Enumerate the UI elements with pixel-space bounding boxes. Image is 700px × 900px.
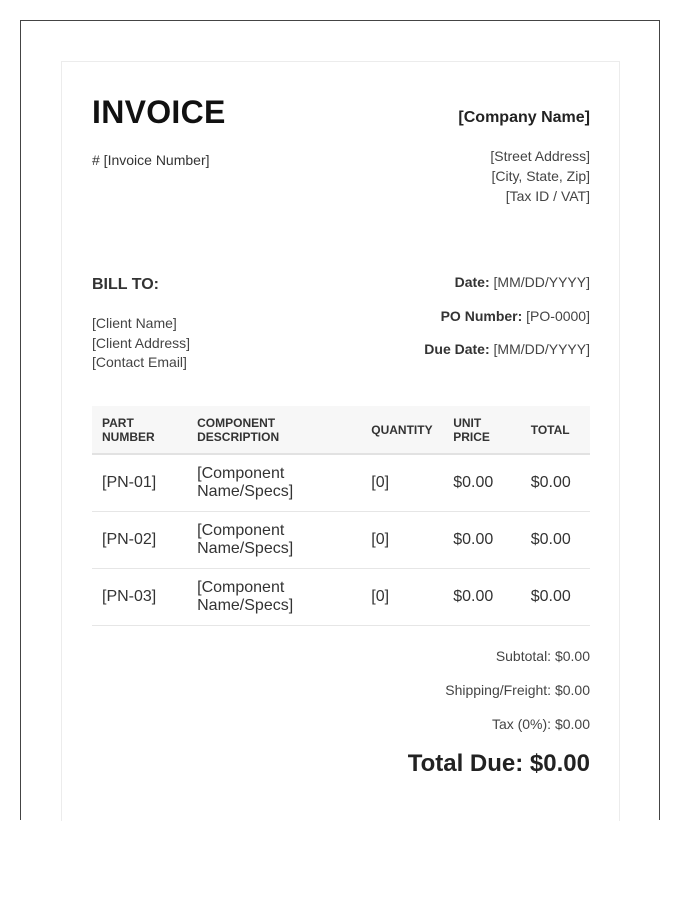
cell-part-number: [PN-02] (92, 512, 187, 569)
due-value: [MM/DD/YYYY] (493, 341, 590, 357)
street-address: [Street Address] (490, 148, 590, 164)
date-value: [MM/DD/YYYY] (493, 274, 590, 290)
table-row (92, 569, 590, 626)
invoice-date (455, 274, 590, 290)
total-due: Total Due: $0.00 (407, 750, 590, 777)
invoice-title: INVOICE (92, 94, 226, 130)
col-header-total: TOTAL (521, 406, 590, 454)
col-header-description: COMPONENT DESCRIPTION (187, 406, 361, 454)
col-header-part-number: PART NUMBER (92, 406, 187, 454)
cell-quantity: [0] (361, 569, 443, 626)
po-value: [PO-0000] (526, 308, 590, 324)
due-date (424, 341, 590, 357)
cell-unit-price: $0.00 (443, 512, 521, 569)
cell-description: [Component Name/Specs] (187, 569, 361, 626)
company-name: [Company Name] (458, 109, 590, 126)
col-header-unit-price: UNIT PRICE (443, 406, 521, 454)
po-label: PO Number: (440, 308, 523, 324)
company-address-block (490, 146, 590, 206)
bill-to-heading: BILL TO: (92, 276, 159, 293)
city-state-zip: [City, State, Zip] (491, 168, 590, 184)
cell-total: $0.00 (521, 569, 590, 626)
col-header-quantity: QUANTITY (361, 406, 443, 454)
table-row (92, 454, 590, 512)
cell-description: [Component Name/Specs] (187, 454, 361, 512)
tax: Tax (0%): $0.00 (491, 716, 590, 732)
subtotal: Subtotal: $0.00 (495, 648, 590, 664)
cell-part-number: [PN-03] (92, 569, 187, 626)
client-address: [Client Address] (92, 334, 191, 351)
tax-id: [Tax ID / VAT] (505, 188, 590, 204)
cell-part-number: [PN-01] (92, 454, 187, 512)
invoice-number: # [Invoice Number] (92, 152, 210, 168)
shipping-freight: Shipping/Freight: $0.00 (445, 682, 590, 698)
cell-quantity: [0] (361, 512, 443, 569)
cell-description: [Component Name/Specs] (187, 512, 361, 569)
table-header-row (92, 406, 590, 454)
date-label: Date: (454, 274, 490, 290)
due-label: Due Date: (424, 341, 490, 357)
bill-to-block (92, 314, 190, 373)
cell-quantity: [0] (361, 454, 443, 512)
cell-unit-price: $0.00 (443, 454, 521, 512)
po-number (441, 308, 590, 324)
client-name: [Client Name] (92, 315, 177, 331)
contact-email: [Contact Email] (92, 354, 187, 370)
table-row (92, 512, 590, 569)
line-items-table (92, 406, 590, 626)
cell-unit-price: $0.00 (443, 569, 521, 626)
cell-total: $0.00 (521, 454, 590, 512)
cell-total: $0.00 (521, 512, 590, 569)
